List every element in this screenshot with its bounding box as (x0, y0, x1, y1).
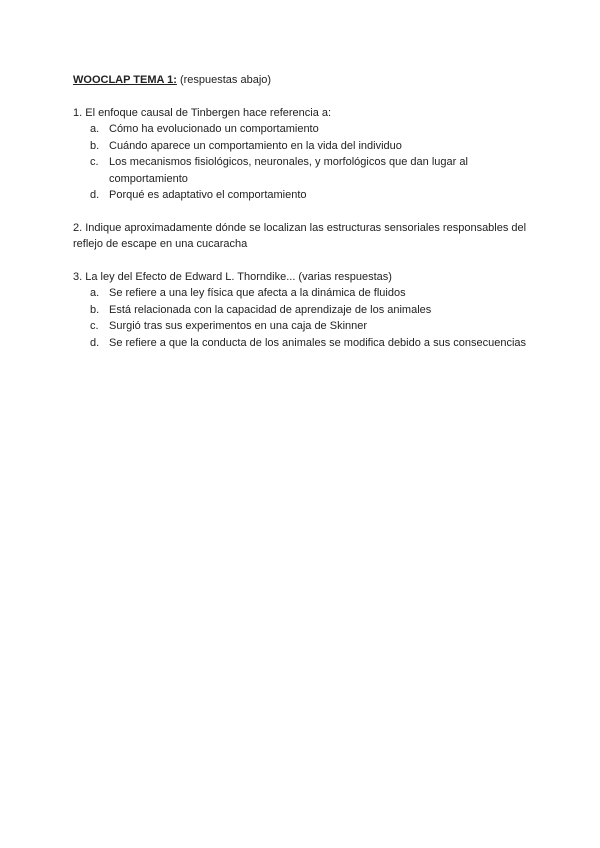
answer-options (73, 121, 533, 204)
option-text: Surgió tras sus experimentos en una caja de Skinner (109, 320, 368, 332)
question-3 (73, 269, 533, 352)
option-letter: b. (90, 303, 100, 316)
option-letter: a. (90, 287, 100, 299)
document-title (73, 72, 533, 89)
title-bold-text: WOOCLAP TEMA 1: (73, 74, 177, 86)
option-text: Se refiere a una ley física que afecta a la dinámica de fluidos (109, 287, 406, 299)
option-text: Cómo ha evolucionado un comportamiento (109, 123, 319, 135)
answer-option (73, 285, 533, 302)
option-letter: d. (90, 189, 100, 201)
question-text: 3. La ley del Efecto de Edward L. Thorndike... (varias respuestas) (73, 270, 392, 283)
document-content (73, 72, 533, 367)
option-letter: c. (90, 320, 99, 332)
option-text: Porqué es adaptativo el comportamiento (109, 189, 307, 201)
option-letter: d. (90, 336, 100, 349)
option-letter: b. (90, 139, 100, 152)
title-subtext: (respuestas abajo) (176, 74, 272, 86)
option-text: Cuándo aparece un comportamiento en la vida del individuo (109, 139, 402, 152)
answer-option (73, 302, 533, 319)
question-2 (73, 220, 533, 253)
question-text: 1. El enfoque causal de Tinbergen hace referencia a: (73, 106, 332, 119)
answer-option (73, 187, 533, 204)
answer-option (73, 138, 533, 155)
option-text: Se refiere a que la conducta de los animales se modifica debido a sus consecuencias (109, 336, 527, 349)
option-letter: a. (90, 123, 100, 135)
option-letter: c. (90, 156, 99, 168)
question-text: 2. Indique aproximadamente dónde se localizan las estructuras sensoriales responsables del reflejo de escape en una cucaracha (73, 221, 527, 250)
answer-options (73, 285, 533, 351)
answer-option (73, 318, 533, 335)
question-1 (73, 105, 533, 204)
option-text: Está relacionada con la capacidad de aprendizaje de los animales (109, 303, 432, 316)
option-text: Los mecanismos fisiológicos, neuronales, y morfológicos que dan lugar al comportamiento (109, 156, 468, 185)
answer-option (73, 121, 533, 138)
answer-option (73, 154, 533, 187)
answer-option (73, 335, 533, 352)
